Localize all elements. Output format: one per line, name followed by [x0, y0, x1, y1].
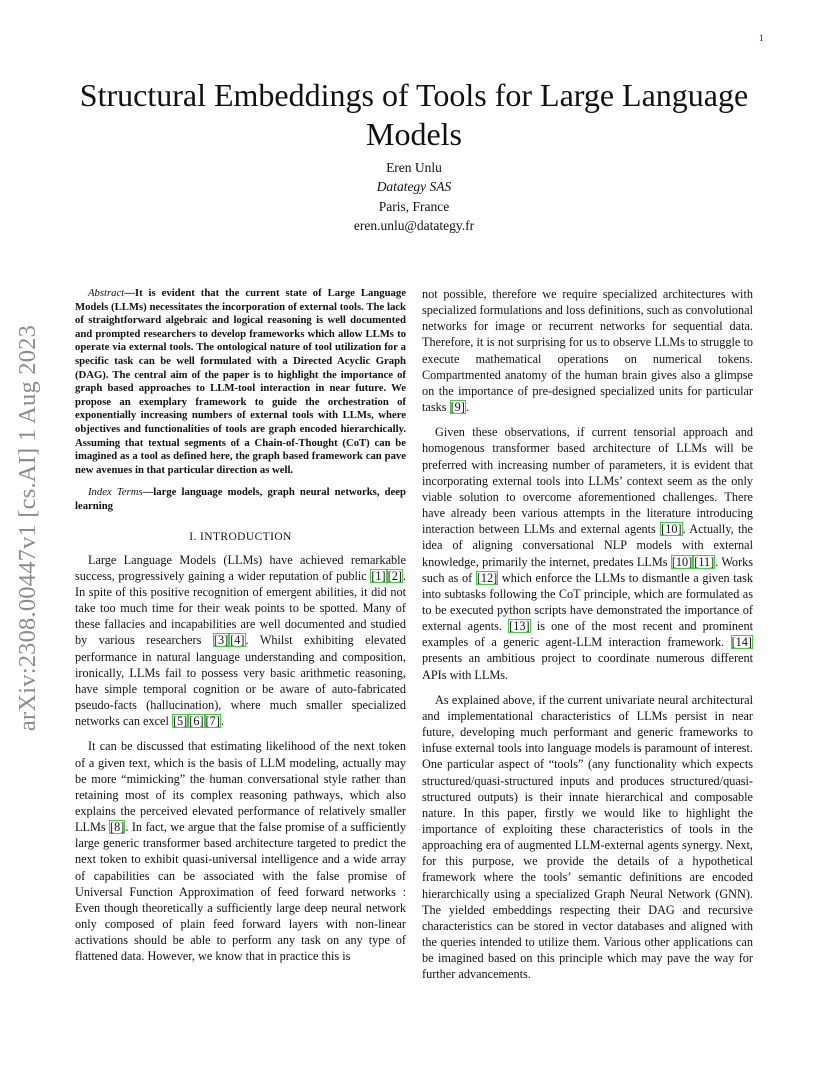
paragraph-1 [75, 552, 406, 730]
paragraph-4 [422, 692, 753, 983]
abstract-text: —It is evident that the current state of Large Language Models (LLMs) necessitates the incorporation of external tools. The lack of straightforward algebraic and logical reasoning is well documented and prompted researchers to develop frameworks which allow LLMs to operate via external tools. The ontological nature of tool utilization for a specific task can be well formulated with a Directed Acyclic Graph (DAG). The central aim of the paper is to highlight the importance of graph based approaches to LLM-tool interaction in near future. We propose an exemplary framework to guide the orchestration of exponentially increasing numbers of external tools with LLMs, where objectives and functionalities of tools are graph encoded hierarchically. Assuming that textual segments of a Chain-of-Thought (CoT) can be imagined as a tool as defined here, the graph based framework can pave new avenues in that particular direction as well. [75, 287, 406, 476]
citation-2[interactable]: [2] [387, 568, 402, 583]
citation-5[interactable]: [5] [172, 714, 188, 729]
left-body [75, 552, 406, 965]
author-email: eren.unlu@datategy.fr [353, 217, 475, 233]
citation-3[interactable]: [3] [213, 633, 229, 648]
citation-6[interactable]: [6] [189, 714, 204, 729]
paragraph-1-text-d: . [220, 714, 224, 729]
paragraph-2-cont-text-b: . [465, 400, 469, 415]
citation-4[interactable]: [4] [230, 633, 245, 648]
arxiv-identifier-stamp [6, 292, 50, 764]
section-heading: I. INTRODUCTION [189, 530, 292, 543]
paragraph-2 [75, 738, 406, 964]
paragraph-3-text-c: . Works such as of [422, 554, 753, 585]
paragraph-3-text-b: . Actually, the idea of aligning conversational NLP models with external knowledge, primarily the internet, predates LLMs [422, 522, 753, 569]
paragraph-2-text-b: . In fact, we argue that the false promise of a sufficiently large generic transformer based architecture targeted to predict the next token to exhibit quasi-universal intelligence and a wide array of capabilities can be associated with the false promise of Universal Function Approximation of feed forward networks : Even though theoretically a sufficiently large deep neural network only composed of plain feed forward layers with non-linear activations should be able to perform any task on any type of flattened data. However, we know that in practice this is [75, 820, 406, 964]
paragraph-3-text-d: which enforce the LLMs to dismantle a given task into subtasks following the CoT principle, which are formulated as to be executed python scripts have demonstrated the importance of external agents. [422, 570, 753, 634]
paragraph-2-cont-text-a: not possible, therefore we require specialized architectures with specialized formulations and loss definitions, such as convolutional networks for image or recurrent networks for sequential data. Therefore, it is not surprising for us to observe LLMs to struggle to execute mathematical operations on numerical tokens. Compartmented anatomy of the human brain gives also a glimpse on the importance of pre-designed specialized units for particular tasks [422, 287, 753, 415]
left-column [75, 287, 406, 965]
author-name: Eren Unlu [386, 160, 442, 175]
citation-1[interactable]: [1] [371, 568, 386, 583]
citation-7[interactable]: [7] [205, 714, 220, 729]
paragraph-1-text-b: . In spite of this positive recognition of emergent abilities, it did not take too much time for their weak points to be spotted. Many of these fallacies and incapabilities are well documented and studied by various researchers [75, 568, 406, 648]
citation-14[interactable]: [14] [731, 635, 752, 650]
paragraph-3-text-e: is one of the most recent and prominent examples of a generic agent-LLM interaction framework. [422, 619, 753, 650]
author-location: Paris, France [378, 198, 450, 214]
abstract-label: Abstract [88, 287, 125, 299]
author-block [214, 158, 614, 235]
arxiv-identifier-text: arXiv:2308.00447v1 [cs.AI] 1 Aug 2023 [14, 324, 42, 732]
paragraph-3-text-a: Given these observations, if current tensorial approach and homogenous transformer based architecture of LLMs will be preferred with increasing number of parameters, it is evident that incorporating external tools into LLMs’ context seem as the only viable solution to overcome aforementioned challenges. There have already been various attempts in the literature introducing interaction between LLMs and external agents [422, 425, 753, 537]
index-terms [75, 486, 406, 513]
index-terms-label: Index Terms [88, 486, 143, 499]
author-affiliation: Datategy SAS [376, 179, 452, 195]
paragraph-1-text-a: Large Language Models (LLMs) have achieved remarkable success, progressively gaining a wider reputation of public [75, 552, 406, 583]
paragraph-3-text-f: presents an ambitious project to coordinate numerous different APIs with LLMs. [422, 651, 753, 682]
paragraph-2-text-a: It can be discussed that estimating likelihood of the next token of a given text, which is the basis of LLM modeling, actually may be more “mimicking” the human conversational style rather than retaining most of its complex reasoning pathways, which also explains the perceived elevated performance of relatively smaller LLMs [75, 739, 406, 835]
citation-8[interactable]: [8] [110, 820, 125, 835]
citation-10[interactable]: [10] [661, 522, 682, 537]
abstract [75, 287, 406, 477]
citation-10b[interactable]: [10] [671, 554, 693, 569]
index-terms-text: —large language models, graph neural networks, deep learning [75, 486, 406, 512]
citation-9[interactable]: [9] [450, 400, 465, 415]
citation-11[interactable]: [11] [694, 554, 715, 569]
citation-13[interactable]: [13] [509, 619, 530, 634]
citation-12[interactable]: [12] [476, 570, 498, 585]
page-number: 1 [759, 33, 764, 43]
paragraph-1-text-c: . Whilst exhibiting elevated performance in natural language understanding and composition, ironically, LLMs fail to possess very basic arithmetic reasoning, have simple temporal cognition or be aware of auto-fabricated pseudo-facts (hallucination), where much smaller specialized networks can excel [75, 633, 406, 729]
paragraph-2-continued [422, 286, 753, 415]
right-column [422, 286, 753, 983]
paragraph-4-text: As explained above, if the current univariate neural architectural and implementational characteristics of LLMs persist in near future, developing much performant and generic frameworks to infuse external tools into language models is paramount of interest. One particular aspect of “tools” (any functionality which expects structured/quasi-structured inputs and produces structured/quasi-structured outputs) is their innate hierarchical and composable nature. In this paper, firstly we would like to highlight the importance of exploiting these characteristics of tools in the approaching era of augmented LLM-external agents synergy. Next, for this purpose, we provide the details of a hypothetical framework where the tools’ semantic definitions are encoded hierarchically using a specialized Graph Neural Network (GNN). The yielded embeddings respecting their DAG and recursive characteristics can be stored in vector databases and aligned with the queries intended to utilize them. Various other applications can be imagined based on this principle which may pave the way for further advancements. [422, 692, 753, 982]
paragraph-3 [422, 424, 753, 683]
paper-title: Structural Embeddings of Tools for Large Language Models [79, 77, 749, 152]
